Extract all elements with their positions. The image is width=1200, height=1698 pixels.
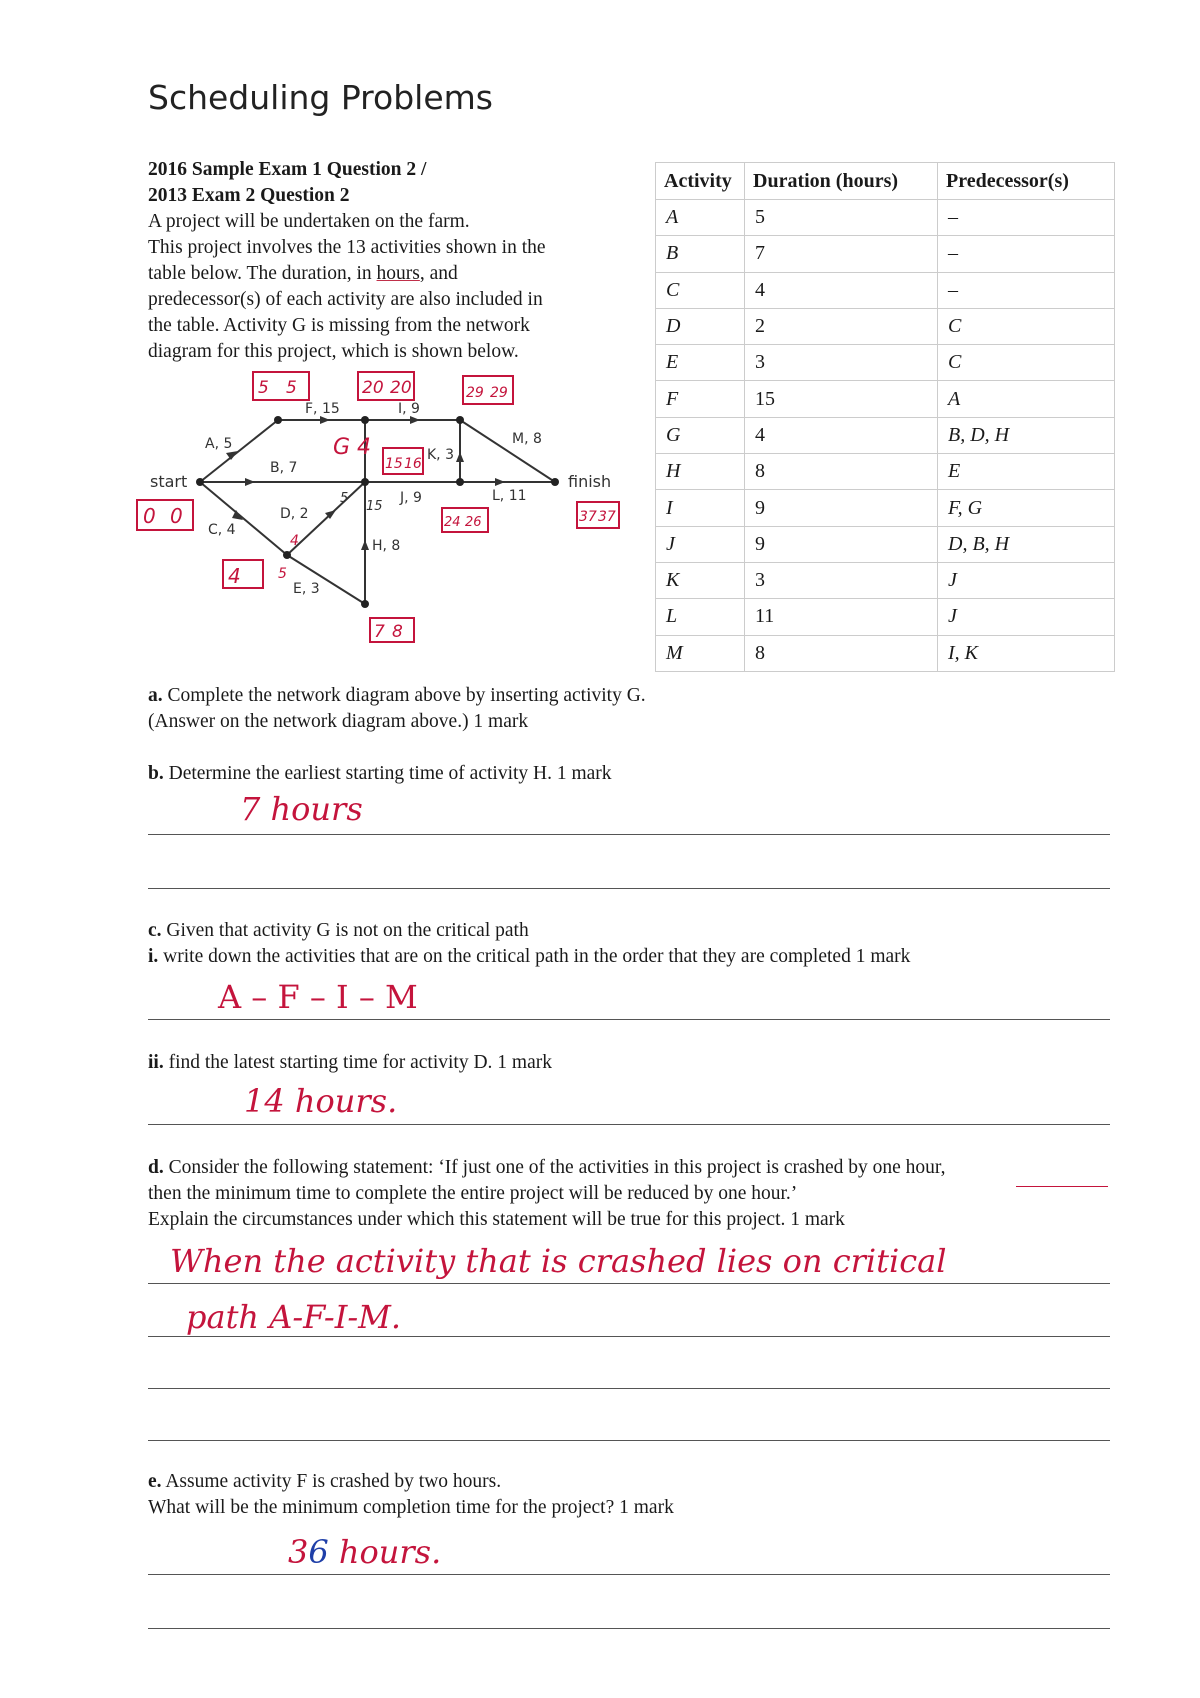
handwritten-mark: 15 bbox=[366, 499, 383, 514]
question-d bbox=[148, 1155, 1118, 1233]
handwritten-mark: 5 bbox=[278, 566, 287, 582]
question-a-text: (Answer on the network diagram above.) 1 mark bbox=[148, 711, 529, 732]
time-after-I-earliest: 29 bbox=[466, 385, 484, 401]
predecessor-cell: J bbox=[938, 562, 1115, 598]
question-heading-1: 2016 Sample Exam 1 Question 2 / bbox=[148, 159, 427, 180]
time-after-J-latest: 26 bbox=[465, 515, 482, 530]
finish-label: finish bbox=[568, 472, 612, 491]
edge-label-F: F, 15 bbox=[305, 401, 340, 417]
duration-cell: 3 bbox=[745, 562, 938, 598]
duration-cell: 8 bbox=[745, 454, 938, 490]
time-after-A-latest: 5 bbox=[286, 378, 297, 398]
answer-line bbox=[148, 1336, 1110, 1337]
activity-cell: C bbox=[656, 272, 745, 308]
activity-cell: L bbox=[656, 599, 745, 635]
arrow-B bbox=[245, 478, 255, 486]
activity-cell: I bbox=[656, 490, 745, 526]
time-after-C-earliest: 4 bbox=[228, 564, 241, 588]
node-after-C bbox=[283, 551, 291, 559]
intro-line: diagram for this project, which is shown below. bbox=[148, 341, 519, 362]
answer-b: 7 hours bbox=[240, 790, 363, 828]
network-diagram bbox=[0, 0, 1200, 680]
question-b bbox=[148, 761, 612, 787]
answer-line bbox=[148, 1283, 1110, 1284]
answer-d-line1: When the activity that is crashed lies on critical bbox=[170, 1242, 947, 1280]
question-d-text: Explain the circumstances under which this statement will be true for this project. 1 mark bbox=[148, 1209, 845, 1230]
predecessor-cell: C bbox=[938, 345, 1115, 381]
predecessor-cell: E bbox=[938, 454, 1115, 490]
predecessor-cell: – bbox=[938, 272, 1115, 308]
predecessor-cell: B, D, H bbox=[938, 417, 1115, 453]
duration-cell: 9 bbox=[745, 490, 938, 526]
duration-cell: 11 bbox=[745, 599, 938, 635]
question-ci-text: write down the activities that are on the critical path in the order that they are completed 1 mark bbox=[158, 946, 911, 967]
arrow-F bbox=[320, 416, 330, 424]
edge-label-J: J, 9 bbox=[400, 490, 422, 506]
edge-label-B: B, 7 bbox=[270, 460, 298, 476]
duration-cell: 4 bbox=[745, 417, 938, 453]
answer-cii: 14 hours. bbox=[244, 1082, 398, 1120]
answer-d-line2: path A-F-I-M. bbox=[186, 1298, 402, 1336]
handwritten-mark: 5 bbox=[340, 491, 349, 506]
duration-cell: 9 bbox=[745, 526, 938, 562]
predecessor-cell: – bbox=[938, 200, 1115, 236]
time-after-F-latest: 20 bbox=[390, 378, 412, 398]
activity-cell: D bbox=[656, 308, 745, 344]
activity-cell: M bbox=[656, 635, 745, 671]
answer-e-corrected-digit: 6 bbox=[308, 1533, 329, 1571]
arrow-K bbox=[456, 452, 464, 462]
node-after-I bbox=[456, 416, 464, 424]
activity-cell: B bbox=[656, 236, 745, 272]
answer-e-digit: 3 bbox=[288, 1533, 309, 1571]
activity-cell: J bbox=[656, 526, 745, 562]
question-a bbox=[148, 683, 646, 735]
answer-line bbox=[148, 1124, 1110, 1125]
duration-cell: 7 bbox=[745, 236, 938, 272]
question-cii-label: ii. bbox=[148, 1052, 164, 1073]
node-J-start bbox=[361, 478, 369, 486]
question-e-text: Assume activity F is crashed by two hours. bbox=[161, 1471, 502, 1492]
answer-ci: A – F – I – M bbox=[218, 978, 418, 1016]
question-c-text: Given that activity G is not on the critical path bbox=[161, 920, 529, 941]
activity-cell: E bbox=[656, 345, 745, 381]
arrow-I bbox=[410, 416, 420, 424]
intro-line: table below. The duration, in bbox=[148, 263, 377, 284]
duration-cell: 8 bbox=[745, 635, 938, 671]
node-finish bbox=[551, 478, 559, 486]
edge-label-L: L, 11 bbox=[492, 488, 527, 504]
time-after-A-earliest: 5 bbox=[258, 378, 269, 398]
question-d-text: then the minimum time to complete the entire project will be reduced by one hour.’ bbox=[148, 1183, 798, 1204]
question-b-text: Determine the earliest starting time of activity H. 1 mark bbox=[163, 763, 612, 784]
activity-cell: A bbox=[656, 200, 745, 236]
time-finish-earliest: 37 bbox=[579, 509, 597, 525]
intro-line: , and bbox=[419, 263, 458, 284]
predecessor-cell: – bbox=[938, 236, 1115, 272]
duration-cell: 15 bbox=[745, 381, 938, 417]
activity-cell: G bbox=[656, 417, 745, 453]
time-J-start-earliest: 15 bbox=[385, 456, 403, 472]
question-c bbox=[148, 918, 910, 970]
intro-line: A project will be undertaken on the farm. bbox=[148, 211, 470, 232]
time-after-E-earliest: 7 bbox=[374, 622, 385, 642]
answer-line bbox=[148, 1628, 1110, 1629]
start-label: start bbox=[150, 472, 188, 491]
intro-underlined-hours: hours bbox=[376, 263, 420, 284]
column-header-activity: Activity bbox=[656, 163, 745, 200]
question-cii bbox=[148, 1050, 552, 1076]
time-start-earliest: 0 bbox=[143, 504, 156, 528]
duration-cell: 4 bbox=[745, 272, 938, 308]
node-start bbox=[196, 478, 204, 486]
answer-e-unit: hours. bbox=[328, 1533, 442, 1571]
edge-label-A: A, 5 bbox=[205, 436, 233, 452]
question-cii-text: find the latest starting time for activity D. 1 mark bbox=[163, 1052, 552, 1073]
question-d-text: Consider the following statement: ‘If just one of the activities in this project is crashed by one hour, bbox=[163, 1157, 946, 1178]
node-after-A bbox=[274, 416, 282, 424]
activity-cell: H bbox=[656, 454, 745, 490]
question-c-label: c. bbox=[148, 920, 162, 941]
handwritten-mark: 4 bbox=[290, 533, 299, 549]
question-a-label: a. bbox=[148, 685, 163, 706]
predecessor-cell: J bbox=[938, 599, 1115, 635]
question-a-text: Complete the network diagram above by inserting activity G. bbox=[162, 685, 646, 706]
arrow-H bbox=[361, 540, 369, 550]
activity-cell: K bbox=[656, 562, 745, 598]
predecessor-cell: C bbox=[938, 308, 1115, 344]
time-after-J-earliest: 24 bbox=[444, 515, 461, 530]
predecessor-cell: A bbox=[938, 381, 1115, 417]
edge-label-C: C, 4 bbox=[208, 522, 236, 538]
edge-C bbox=[200, 482, 287, 555]
node-after-E bbox=[361, 600, 369, 608]
edge-label-M: M, 8 bbox=[512, 431, 542, 447]
answer-line bbox=[148, 834, 1110, 835]
edge-M bbox=[460, 420, 555, 482]
time-after-E-latest: 8 bbox=[392, 622, 403, 642]
duration-cell: 3 bbox=[745, 345, 938, 381]
answer-line bbox=[148, 1388, 1110, 1389]
column-header-predecessors: Predecessor(s) bbox=[938, 163, 1115, 200]
time-after-F-earliest: 20 bbox=[362, 378, 384, 398]
question-b-label: b. bbox=[148, 763, 164, 784]
time-after-I-latest: 29 bbox=[490, 385, 508, 401]
edge-label-D: D, 2 bbox=[280, 506, 309, 522]
edge-label-I: I, 9 bbox=[398, 401, 420, 417]
question-ci-label: i. bbox=[148, 946, 159, 967]
page-title: Scheduling Problems bbox=[148, 78, 493, 117]
duration-cell: 2 bbox=[745, 308, 938, 344]
predecessor-cell: D, B, H bbox=[938, 526, 1115, 562]
handwritten-G-label: G 4 bbox=[333, 435, 372, 460]
time-start-latest: 0 bbox=[170, 504, 183, 528]
edge-label-K: K, 3 bbox=[427, 447, 454, 463]
node-after-J bbox=[456, 478, 464, 486]
edge-label-E: E, 3 bbox=[293, 581, 320, 597]
question-e-label: e. bbox=[148, 1471, 162, 1492]
question-heading-2: 2013 Exam 2 Question 2 bbox=[148, 185, 350, 206]
underline-one-hour bbox=[1016, 1186, 1108, 1187]
intro-line: the table. Activity G is missing from the network bbox=[148, 315, 530, 336]
column-header-duration: Duration (hours) bbox=[745, 163, 938, 200]
answer-line bbox=[148, 1019, 1110, 1020]
predecessor-cell: I, K bbox=[938, 635, 1115, 671]
activity-cell: F bbox=[656, 381, 745, 417]
answer-line bbox=[148, 1440, 1110, 1441]
question-e-text: What will be the minimum completion time for the project? 1 mark bbox=[148, 1497, 674, 1518]
time-J-start-latest: 16 bbox=[404, 456, 422, 472]
answer-line bbox=[148, 888, 1110, 889]
intro-line: predecessor(s) of each activity are also included in bbox=[148, 289, 543, 310]
arrow-L bbox=[495, 478, 505, 486]
edge-label-H: H, 8 bbox=[372, 538, 401, 554]
intro-line: This project involves the 13 activities shown in the bbox=[148, 237, 546, 258]
question-d-label: d. bbox=[148, 1157, 164, 1178]
answer-e bbox=[288, 1533, 441, 1571]
answer-line bbox=[148, 1574, 1110, 1575]
node-after-F bbox=[361, 416, 369, 424]
duration-cell: 5 bbox=[745, 200, 938, 236]
predecessor-cell: F, G bbox=[938, 490, 1115, 526]
question-e bbox=[148, 1469, 674, 1521]
time-finish-latest: 37 bbox=[598, 509, 616, 525]
